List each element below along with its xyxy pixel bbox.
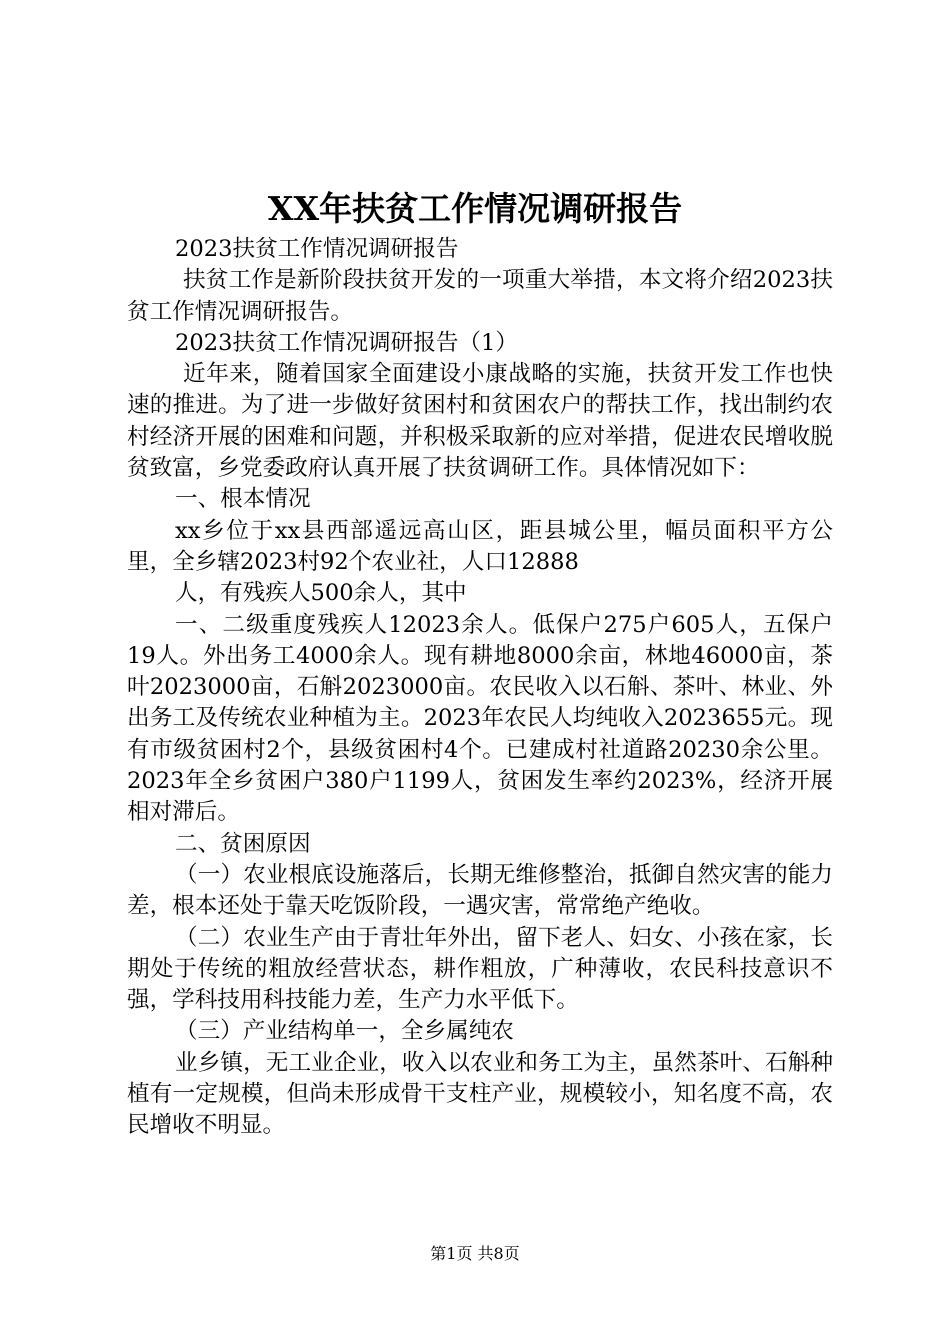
paragraph: 2023扶贫工作情况调研报告 (175, 236, 459, 262)
paragraph: 一、二级重度残疾人12023余人。低保户275户605人，五保户19人。外出务工4000余人。现有耕地8000余亩，林地46000亩，茶叶2023000亩，石斛2023000亩。农民收入以石斛、茶叶、林业、外出务工及传统农业种植为主。2023年农民人均纯收入2023655元。现有市级贫困村2个，县级贫困村4个。已建成村社道路20230余公里。2023年全乡贫困户380户1199人，贫困发生率约2023%，经济开展相对滞后。 (127, 611, 833, 826)
paragraph: 近年来，随着国家全面建设小康战略的实施，扶贫开发工作也快速的推进。为了进一步做好贫困村和贫困农户的帮扶工作，找出制约农村经济开展的困难和问题，并积极采取新的应对举措，促进农民增收脱贫致富，乡党委政府认真开展了扶贫调研工作。具体情况如下： (127, 361, 833, 482)
document-body (127, 234, 833, 1142)
paragraph: 人，有残疾人500余人，其中 (175, 580, 467, 607)
section-heading: 二、贫困原因 (175, 830, 311, 857)
paragraph: 业乡镇，无工业企业，收入以农业和务工为主，虽然茶叶、石斛种植有一定规模，但尚未形成骨干支柱产业，规模较小，知名度不高，农民增收不明显。 (127, 1049, 833, 1139)
section-heading: 一、根本情况 (175, 486, 311, 513)
paragraph: （二）农业生产由于青壮年外出，留下老人、妇女、小孩在家，长期处于传统的粗放经营状态，耕作粗放，广种薄收，农民科技意识不强，学科技用科技能力差，生产力水平低下。 (127, 924, 833, 1014)
page-number: 第1页 共8页 (430, 1244, 520, 1263)
document-title: XX年扶贫工作情况调研报告 (267, 189, 683, 228)
paragraph: xx乡位于xx县西部遥远高山区，距县城公里，幅员面积平方公里，全乡辖2023村92个农业社，人口12888 (127, 517, 833, 575)
paragraph: 扶贫工作是新阶段扶贫开发的一项重大举措，本文将介绍2023扶贫工作情况调研报告。 (127, 267, 833, 325)
paragraph: （一）农业根底设施落后，长期无维修整治，抵御自然灾害的能力差，根本还处于靠天吃饭阶段，一遇灾害，常常绝产绝收。 (127, 861, 833, 920)
paragraph: （三）产业结构单一，全乡属纯农 (175, 1018, 514, 1045)
paragraph: 2023扶贫工作情况调研报告（1） (175, 329, 518, 356)
